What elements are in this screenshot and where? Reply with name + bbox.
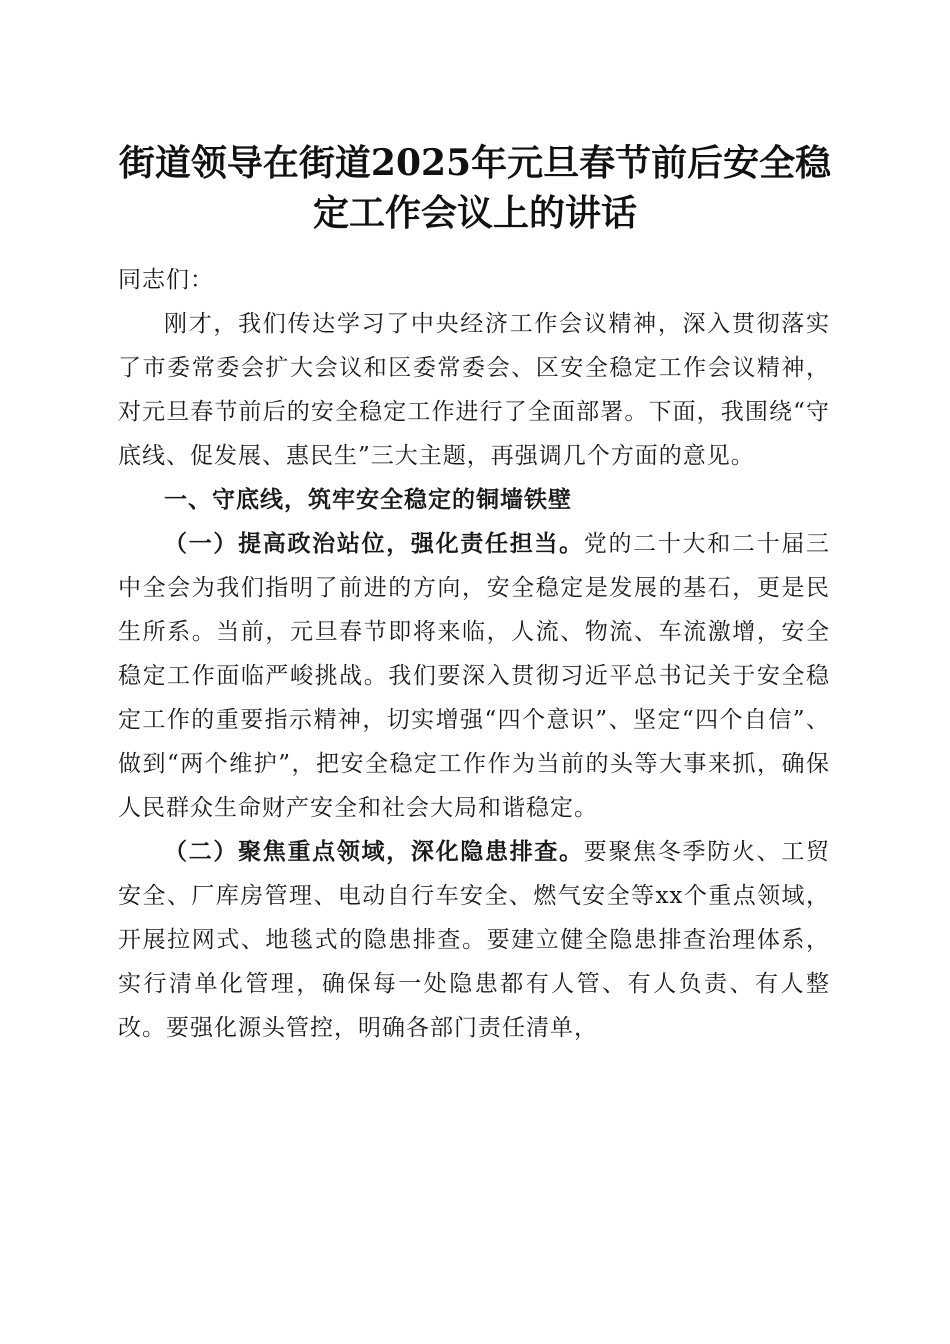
title-line-1: 街道领导在街道2025年元旦春节前后安全稳 — [118, 142, 832, 184]
item-2-text: 要聚焦冬季防火、工贸安全、厂库房管理、电动自行车安全、燃气安全等xx个重点领域，开展拉网式、地毯式的隐患排查。要建立健全隐患排查治理体系，实行清单化管理，确保每一处隐患都有人管、有人负责、有人整改。要强化源头管控，明确各部门责任清单， — [118, 839, 831, 1041]
title-line-2: 定工作会议上的讲话 — [312, 192, 637, 234]
document-title — [100, 138, 850, 238]
intro-paragraph: 刚才，我们传达学习了中央经济工作会议精神，深入贯彻落实了市委常委会扩大会议和区委常委会、区安全稳定工作会议精神，对元旦春节前后的安全稳定工作进行了全面部署。下面，我围绕“守底线、促发展、惠民生”三大主题，再强调几个方面的意见。 — [118, 311, 830, 469]
item-1-paragraph — [118, 522, 830, 830]
item-2-paragraph — [118, 830, 830, 1050]
item-1-lead: （一）提高政治站位，强化责任担当。 — [164, 530, 584, 557]
item-1-text: 党的二十大和二十届三中全会为我们指明了前进的方向，安全稳定是发展的基石，更是民生所系。当前，元旦春节即将来临，人流、物流、车流激增，安全稳定工作面临严峻挑战。我们要深入贯彻习近平总书记关于安全稳定工作的重要指示精神，切实增强“四个意识”、坚定“四个自信”、做到“两个维护”，把安全稳定工作作为当前的头等大事来抓，确保人民群众生命财产安全和社会大局和谐稳定。 — [118, 531, 831, 821]
section-1-heading: 一、守底线，筑牢安全稳定的铜墙铁壁 — [164, 487, 572, 513]
salutation: 同志们： — [118, 267, 214, 293]
item-2-lead: （二）聚焦重点领域，深化隐患排查。 — [164, 838, 584, 865]
document-body — [118, 258, 830, 1050]
